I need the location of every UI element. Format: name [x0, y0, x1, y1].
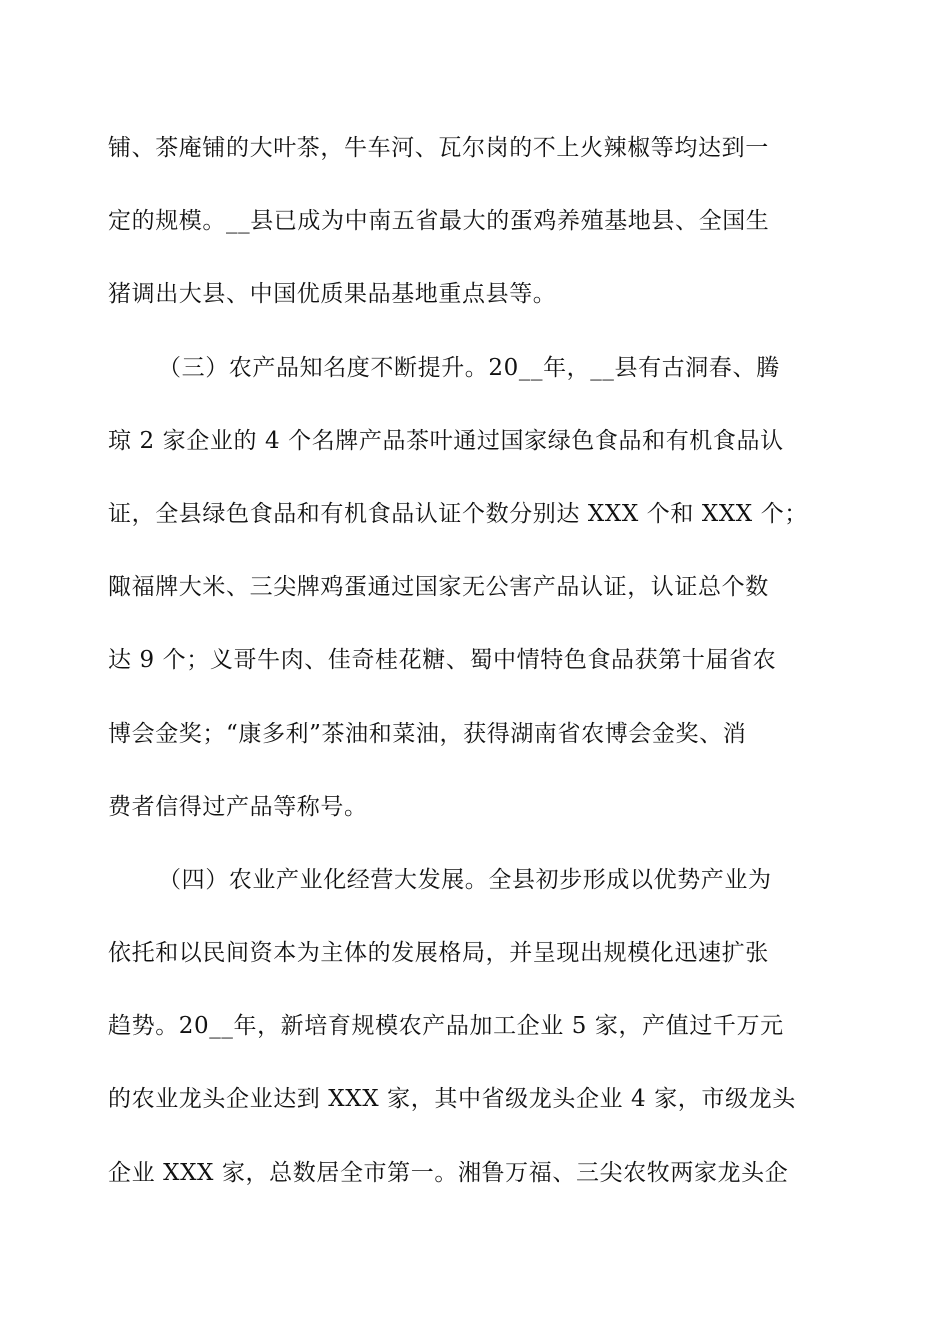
text-line: 证，全县绿色食品和有机食品认证个数分别达 XXX 个和 XXX 个；: [108, 500, 808, 527]
text-line: 博会金奖；“康多利”茶油和菜油，获得湖南省农博会金奖、消: [108, 720, 747, 747]
text-line: 企业 XXX 家，总数居全市第一。湘鲁万福、三尖农牧两家龙头企: [108, 1159, 789, 1186]
text-line: 达 9 个；义哥牛肉、佳奇桂花糖、蜀中情特色食品获第十届省农: [108, 647, 777, 674]
text-line: 趋势。20__年，新培育规模农产品加工企业 5 家，产值过千万元: [108, 1013, 784, 1040]
text-line: 费者信得过产品等称号。: [108, 793, 368, 820]
text-line: 陬福牌大米、三尖牌鸡蛋通过国家无公害产品认证，认证总个数: [108, 574, 769, 601]
text-line: 猪调出大县、中国优质果品基地重点县等。: [108, 281, 557, 308]
text-line: 的农业龙头企业达到 XXX 家，其中省级龙头企业 4 家，市级龙头: [108, 1086, 796, 1113]
section-heading-line: （三）农产品知名度不断提升。20__年，__县有古洞春、腾: [158, 354, 780, 381]
text-line: 定的规模。__县已成为中南五省最大的蛋鸡养殖基地县、全国生: [108, 208, 770, 235]
text-line: 铺、茶庵铺的大叶茶，牛车河、瓦尔岗的不上火辣椒等均达到一: [108, 135, 769, 161]
text-line: 依托和以民间资本为主体的发展格局，并呈现出规模化迅速扩张: [108, 940, 769, 967]
section-heading-line: （四）农业产业化经营大发展。全县初步形成以优势产业为: [158, 866, 772, 893]
text-line: 琼 2 家企业的 4 个名牌产品茶叶通过国家绿色食品和有机食品认: [108, 427, 784, 454]
body-text: [108, 123, 828, 1221]
